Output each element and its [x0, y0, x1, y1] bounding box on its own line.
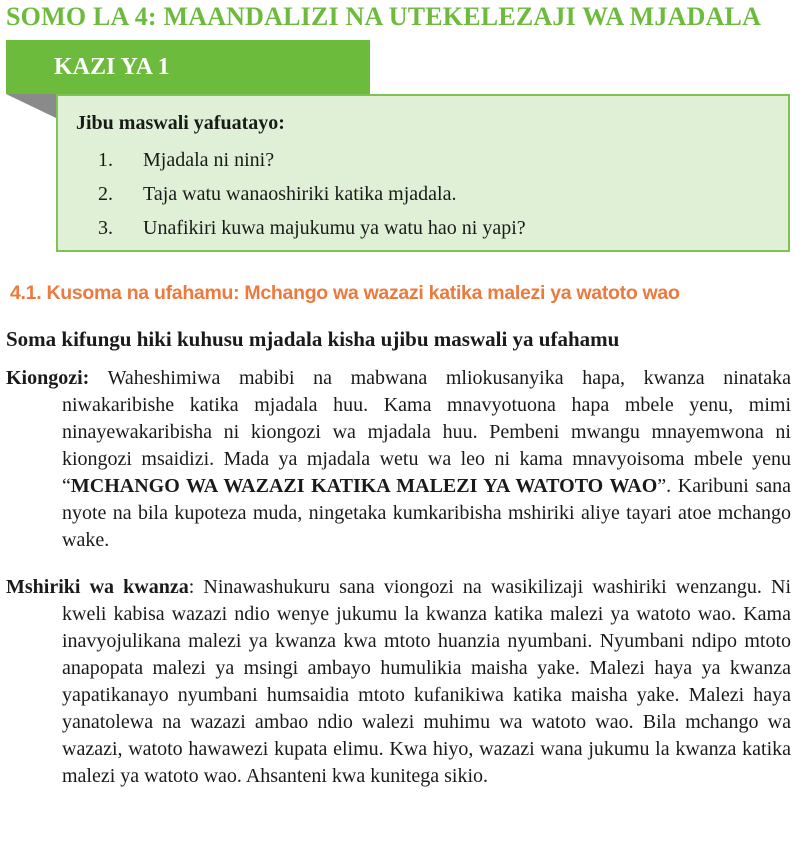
reading-instruction: Soma kifungu hiki kuhusu mjadala kisha ujibu maswali ya ufahamu — [6, 327, 620, 351]
task-box — [56, 94, 790, 252]
question-text: Taja watu wanaoshiriki katika mjadala. — [143, 183, 457, 205]
dialogue-paragraph — [6, 574, 791, 790]
question-item — [98, 181, 526, 215]
task-label-banner — [6, 40, 370, 94]
dialogue-text: Waheshimiwa mabibi na mabwana mliokusanyika hapa, kwanza ninataka niwakaribishe katika mjadala huu. Kama mnavyotuona hapa mbele yenu, mimi ninayewakaribisha ni kiongozi wa mjadala huu. Pembeni mwangu mnayemwona ni kiongozi msaidizi. Mada ya mjadala wetu wa leo ni kama mnavyoisoma mbele yenu “ — [62, 367, 791, 497]
topic-emphasis: MCHANGO WA WAZAZI KATIKA MALEZI YA WATOTO WAO — [70, 475, 658, 497]
question-text: Mjadala ni nini? — [143, 149, 275, 171]
question-item — [98, 215, 526, 249]
dialogue-text: : Ninawashukuru sana viongozi na wasikilizaji washiriki wenzangu. Ni kweli kabisa wazazi ndio wenye jukumu la kwanza katika malezi ya watoto wao. Kama inavyojulikana malezi ya kwanza kwa mtoto huanzia nyumbani. Nyumbani ndipo mtoto anapopata malezi ya msingi ambayo humulikia maisha yake. Malezi haya ya kwanza yapatikanayo nyumbani humsaidia mtoto kufanikiwa katika maisha yake. Malezi haya yanatolewa na wazazi ambao ndio walezi muhimu wa watoto wao. Bila mchango wa wazazi, watoto hawawezi kupata elimu. Kwa hiyo, wazazi wana jukumu la kwanza katika malezi ya watoto wao. Ahsanteni kwa kunitega sikio. — [62, 576, 792, 787]
question-number: 1. — [98, 149, 113, 171]
question-number: 3. — [98, 217, 113, 239]
page-title: SOMO LA 4: MAANDALIZI NA UTEKELEZAJI WA MJADALA — [6, 2, 762, 31]
question-number: 2. — [98, 183, 113, 205]
dialogue-text: ”. Karibuni sana nyote na bila kupoteza muda, ningetaka kumkaribisha mshiriki aliye tayari atoe mchango wake. — [62, 475, 791, 551]
section-heading: 4.1. Kusoma na ufahamu: Mchango wa wazazi katika malezi ya watoto wao — [10, 282, 680, 304]
speaker-name: Kiongozi: — [6, 367, 90, 389]
question-item — [98, 147, 526, 181]
task-heading: Jibu maswali yafuatayo: — [76, 112, 285, 134]
task-label: KAZI YA 1 — [54, 54, 170, 80]
banner-fold-shadow — [6, 94, 56, 118]
question-list — [98, 147, 526, 249]
speaker-name: Mshiriki wa kwanza — [6, 576, 189, 598]
dialogue-paragraph — [6, 365, 791, 554]
question-text: Unafikiri kuwa majukumu ya watu hao ni yapi? — [143, 217, 526, 239]
